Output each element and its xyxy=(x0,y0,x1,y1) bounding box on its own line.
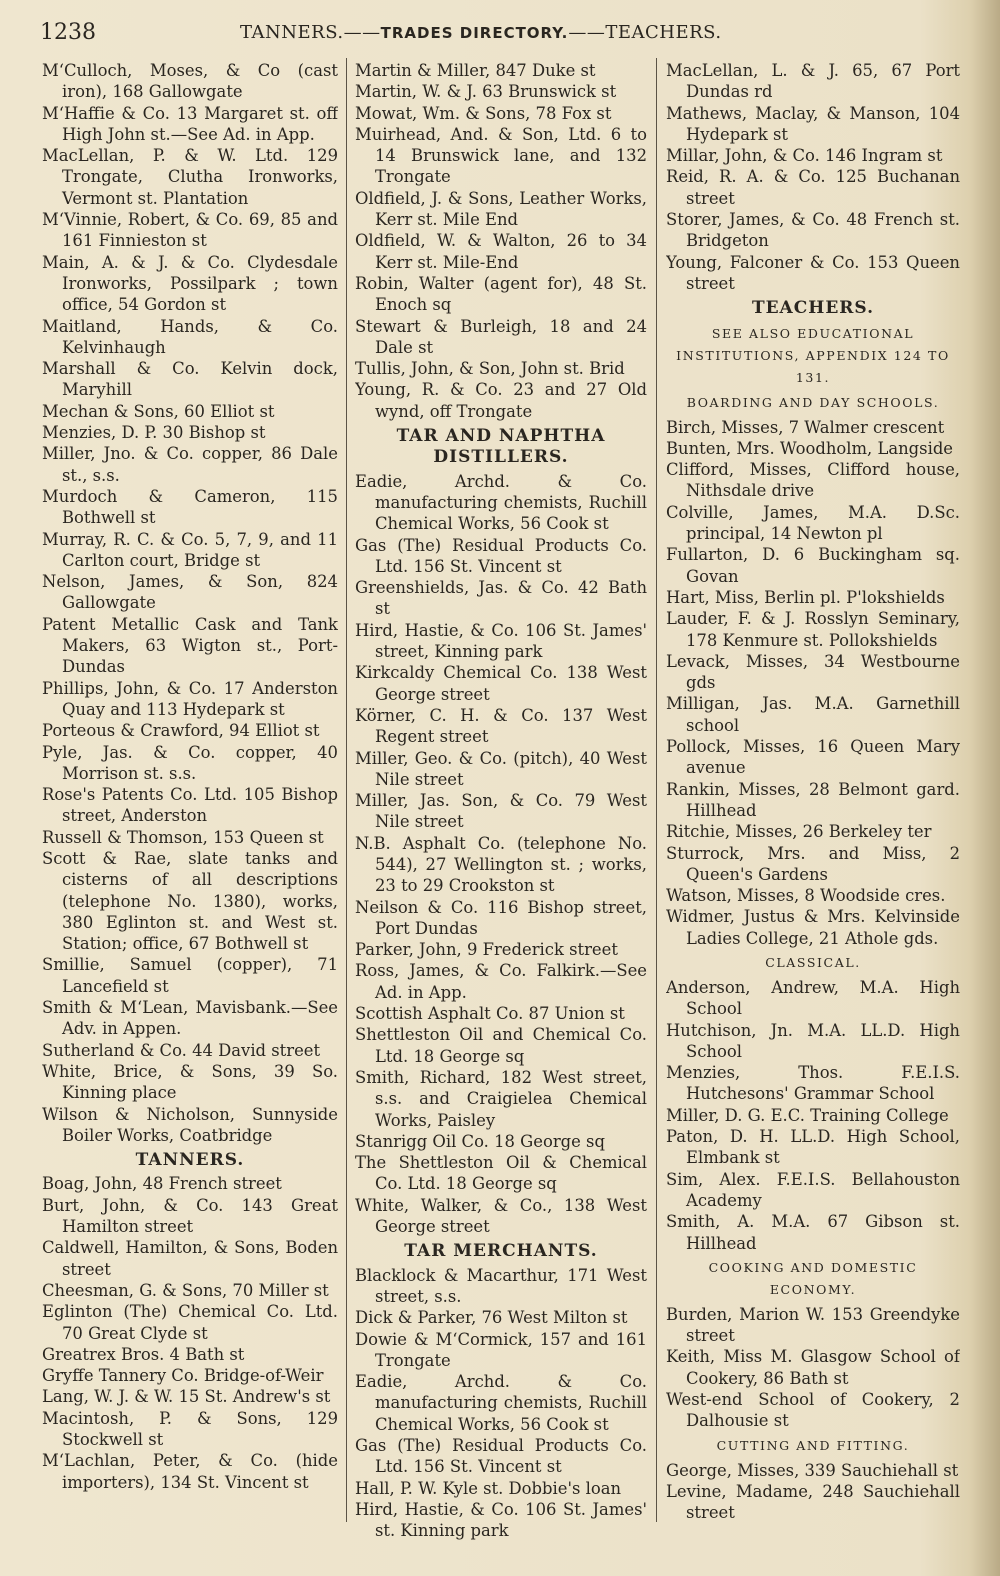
section-heading: TEACHERS. xyxy=(751,298,875,319)
directory-entry: Ritchie, Misses, 26 Berkeley ter xyxy=(666,822,932,842)
directory-entry: Millar, John, & Co. 146 Ingram st xyxy=(666,146,943,166)
directory-entry: N.B. Asphalt Co. (telephone No. 544), 27 Wellington st. ; works, 23 to 29 Crookston st xyxy=(355,833,647,896)
directory-entry: Smillie, Samuel (copper), 71 Lancefield st xyxy=(42,955,338,996)
directory-entry: Hutchison, Jn. M.A. LL.D. High School xyxy=(666,1020,960,1061)
directory-entry: Porteous & Crawford, 94 Elliot st xyxy=(42,721,320,741)
directory-entry: Milligan, Jas. M.A. Garnethill school xyxy=(666,694,960,735)
directory-entry: The Shettleston Oil & Chemical Co. Ltd. 18 George sq xyxy=(355,1153,647,1194)
directory-entry: Hall, P. W. Kyle st. Dobbie's loan xyxy=(355,1478,622,1498)
directory-entry: Gryffe Tannery Co. Bridge-of-Weir xyxy=(42,1366,324,1386)
directory-entry: Körner, C. H. & Co. 137 West Regent street xyxy=(355,705,647,747)
directory-entry: West-end School of Cookery, 2 Dalhousie st xyxy=(666,1390,960,1431)
directory-entry: Mathews, Maclay, & Manson, 104 Hydepark st xyxy=(666,103,960,144)
directory-entry: Shettleston Oil and Chemical Co. Ltd. 18 George sq xyxy=(355,1025,647,1066)
directory-entry: Bunten, Mrs. Woodholm, Langside xyxy=(666,438,954,458)
directory-entry: Muirhead, And. & Son, Ltd. 6 to 14 Brunswick lane, and 132 Trongate xyxy=(355,124,647,187)
directory-entry: Greenshields, Jas. & Co. 42 Bath st xyxy=(355,578,647,619)
directory-entry: Parker, John, 9 Frederick street xyxy=(355,940,618,960)
directory-entry: Martin, W. & J. 63 Brunswick st xyxy=(355,82,617,102)
directory-entry: Murdoch & Cameron, 115 Bothwell st xyxy=(42,486,338,528)
directory-entry: Burt, John, & Co. 143 Great Hamilton street xyxy=(42,1195,338,1237)
directory-entry: Eadie, Archd. & Co. manufacturing chemists, Ruchill Chemical Works, 56 Cook st xyxy=(355,1372,647,1434)
directory-entry: Fullarton, D. 6 Buckingham sq. Govan xyxy=(666,545,960,586)
column-1 xyxy=(42,60,338,1560)
directory-entry: M‘Lachlan, Peter, & Co. (hide importers), 134 St. Vincent st xyxy=(42,1451,338,1492)
directory-entry: Rankin, Misses, 28 Belmont gard. Hillhead xyxy=(666,779,960,820)
directory-entry: Dick & Parker, 76 West Milton st xyxy=(355,1308,628,1328)
directory-entry: Robin, Walter (agent for), 48 St. Enoch sq xyxy=(355,273,647,315)
directory-entry: George, Misses, 339 Sauchiehall st xyxy=(666,1460,959,1480)
directory-entry: Oldfield, J. & Sons, Leather Works, Kerr st. Mile End xyxy=(355,188,647,230)
directory-entry: Storer, James, & Co. 48 French st. Bridgeton xyxy=(666,210,960,251)
directory-entry: Smith, A. M.A. 67 Gibson st. Hillhead xyxy=(666,1212,960,1253)
directory-entry: White, Walker, & Co., 138 West George street xyxy=(355,1195,647,1237)
page-number: 1238 xyxy=(40,20,96,45)
directory-entry: Menzies, D. P. 30 Bishop st xyxy=(42,423,266,443)
directory-entry: Scott & Rae, slate tanks and cisterns of all descriptions (telephone No. 1380), works, 380 Eglinton st. and West st. Station; office, 67 Bothwell st xyxy=(42,848,338,954)
directory-entry: Scottish Asphalt Co. 87 Union st xyxy=(355,1004,625,1024)
directory-entry: Mowat, Wm. & Sons, 78 Fox st xyxy=(355,103,612,123)
directory-entry: Phillips, John, & Co. 17 Anderston Quay and 113 Hydepark st xyxy=(42,678,338,719)
directory-entry: White, Brice, & Sons, 39 So. Kinning place xyxy=(42,1061,338,1103)
directory-entry: Miller, Jno. & Co. copper, 86 Dale st., s.s. xyxy=(42,444,338,485)
section-heading: TAR MERCHANTS. xyxy=(404,1241,598,1262)
directory-entry: Colville, James, M.A. D.Sc. principal, 14 Newton pl xyxy=(666,502,960,544)
directory-entry: Sturrock, Mrs. and Miss, 2 Queen's Gardens xyxy=(666,843,960,884)
directory-entry: Wilson & Nicholson, Sunnyside Boiler Works, Coatbridge xyxy=(42,1104,338,1145)
subsection-heading: CLASSICAL. xyxy=(765,954,861,970)
directory-entry: Menzies, Thos. F.E.I.S. Hutchesons' Grammar School xyxy=(666,1063,960,1104)
directory-entry: Rose's Patents Co. Ltd. 105 Bishop street, Anderston xyxy=(42,785,338,826)
directory-entry: Gas (The) Residual Products Co. Ltd. 156 St. Vincent st xyxy=(355,535,647,576)
directory-entry: Burden, Marion W. 153 Greendyke street xyxy=(666,1304,960,1346)
directory-entry: Ross, James, & Co. Falkirk.—See Ad. in App. xyxy=(355,961,647,1002)
directory-entry: Lang, W. J. & W. 15 St. Andrew's st xyxy=(42,1387,331,1407)
directory-entry: Clifford, Misses, Clifford house, Nithsdale drive xyxy=(666,460,960,501)
directory-entry: Tullis, John, & Son, John st. Brid xyxy=(355,359,625,379)
directory-entry: Maitland, Hands, & Co. Kelvinhaugh xyxy=(42,316,338,357)
directory-entry: Paton, D. H. LL.D. High School, Elmbank st xyxy=(666,1127,960,1168)
directory-entry: Keith, Miss M. Glasgow School of Cookery, 86 Bath st xyxy=(666,1347,960,1388)
section-heading: TAR AND NAPHTHA DISTILLERS. xyxy=(396,426,606,468)
directory-entry: Patent Metallic Cask and Tank Makers, 63 Wigton st., Port-Dundas xyxy=(42,614,338,677)
directory-entry: Neilson & Co. 116 Bishop street, Port Dundas xyxy=(355,897,647,938)
directory-entry: Levack, Misses, 34 Westbourne gds xyxy=(666,651,960,693)
column-3 xyxy=(666,60,960,1560)
subsection-heading: COOKING AND DOMESTIC ECONOMY. xyxy=(708,1259,918,1297)
directory-entry: Mechan & Sons, 60 Elliot st xyxy=(42,401,275,421)
directory-entry: Boag, John, 48 French street xyxy=(42,1174,282,1194)
directory-entry: Smith & M‘Lean, Mavisbank.—See Adv. in Appen. xyxy=(42,998,338,1039)
directory-entry: Hart, Miss, Berlin pl. P'lokshields xyxy=(666,587,945,607)
section-heading: TANNERS. xyxy=(135,1150,245,1171)
running-title-middle: TRADES DIRECTORY. xyxy=(380,24,569,42)
directory-entry: Miller, D. G. E.C. Training College xyxy=(666,1105,949,1125)
directory-entry: M‘Haffie & Co. 13 Margaret st. off High John st.—See Ad. in App. xyxy=(42,103,338,144)
directory-entry: Eadie, Archd. & Co. manufacturing chemists, Ruchill Chemical Works, 56 Cook st xyxy=(355,471,647,534)
directory-entry: Oldfield, W. & Walton, 26 to 34 Kerr st. Mile-End xyxy=(355,231,647,272)
directory-entry: Lauder, F. & J. Rosslyn Seminary, 178 Kenmure st. Pollokshields xyxy=(666,609,960,650)
directory-entry: Gas (The) Residual Products Co. Ltd. 156 St. Vincent st xyxy=(355,1436,647,1477)
directory-entry: Miller, Geo. & Co. (pitch), 40 West Nile street xyxy=(355,748,647,789)
page-header xyxy=(40,18,960,48)
directory-entry: Main, A. & J. & Co. Clydesdale Ironworks, Possilpark ; town office, 54 Gordon st xyxy=(42,252,338,315)
directory-entry: Widmer, Justus & Mrs. Kelvinside Ladies College, 21 Athole gds. xyxy=(666,907,960,948)
running-title-left: TANNERS.—— xyxy=(240,22,381,43)
directory-entry: Hird, Hastie, & Co. 106 St. James' street, Kinning park xyxy=(355,620,647,662)
directory-entry: Dowie & M‘Cormick, 157 and 161 Trongate xyxy=(355,1329,647,1370)
column-rule xyxy=(656,58,657,1522)
subsection-heading: CUTTING AND FITTING. xyxy=(716,1437,910,1453)
directory-entry: Macintosh, P. & Sons, 129 Stockwell st xyxy=(42,1408,338,1449)
directory-entry: Murray, R. C. & Co. 5, 7, 9, and 11 Carlton court, Bridge st xyxy=(42,529,338,570)
directory-entry: Young, Falconer & Co. 153 Queen street xyxy=(666,252,960,293)
directory-entry: MacLellan, L. & J. 65, 67 Port Dundas rd xyxy=(666,61,960,102)
directory-entry: Reid, R. A. & Co. 125 Buchanan street xyxy=(666,167,960,208)
directory-entry: Stanrigg Oil Co. 18 George sq xyxy=(355,1131,605,1151)
directory-entry: Anderson, Andrew, M.A. High School xyxy=(666,977,960,1019)
directory-entry: Smith, Richard, 182 West street, s.s. and Craigielea Chemical Works, Paisley xyxy=(355,1067,647,1130)
directory-entry: Pyle, Jas. & Co. copper, 40 Morrison st. s.s. xyxy=(42,742,338,783)
directory-entry: Pollock, Misses, 16 Queen Mary avenue xyxy=(666,737,960,778)
directory-entry: Greatrex Bros. 4 Bath st xyxy=(42,1344,245,1364)
directory-entry: Russell & Thomson, 153 Queen st xyxy=(42,827,324,847)
column-2 xyxy=(355,60,647,1560)
directory-entry: Watson, Misses, 8 Woodside cres. xyxy=(666,886,946,906)
directory-entry: Caldwell, Hamilton, & Sons, Boden street xyxy=(42,1238,338,1279)
directory-entry: Young, R. & Co. 23 and 27 Old wynd, off Trongate xyxy=(355,380,647,421)
directory-entry: Hird, Hastie, & Co. 106 St. James' st. Kinning park xyxy=(355,1499,647,1541)
directory-entry: Levine, Madame, 248 Sauchiehall street xyxy=(666,1481,960,1523)
directory-entry: Nelson, James, & Son, 824 Gallowgate xyxy=(42,572,338,613)
directory-entry: Miller, Jas. Son, & Co. 79 West Nile street xyxy=(355,791,647,832)
directory-entry: Kirkcaldy Chemical Co. 138 West George street xyxy=(355,663,647,704)
directory-entry: M‘Vinnie, Robert, & Co. 69, 85 and 161 Finnieston st xyxy=(42,210,338,251)
running-title xyxy=(240,18,960,48)
directory-entry: Marshall & Co. Kelvin dock, Maryhill xyxy=(42,359,338,400)
directory-entry: Cheesman, G. & Sons, 70 Miller st xyxy=(42,1280,329,1300)
directory-entry: Sutherland & Co. 44 David street xyxy=(42,1040,321,1060)
directory-entry: M‘Culloch, Moses, & Co (cast iron), 168 Gallowgate xyxy=(42,61,338,102)
directory-entry: Stewart & Burleigh, 18 and 24 Dale st xyxy=(355,316,647,357)
directory-entry: Birch, Misses, 7 Walmer crescent xyxy=(666,417,945,437)
subsection-heading: SEE ALSO EDUCATIONAL INSTITUTIONS, APPENDIX 124 TO 131. xyxy=(676,325,950,385)
subsection-heading: BOARDING AND DAY SCHOOLS. xyxy=(686,394,940,410)
directory-entry: Sim, Alex. F.E.I.S. Bellahouston Academy xyxy=(666,1169,960,1210)
directory-entry: Eglinton (The) Chemical Co. Ltd. 70 Great Clyde st xyxy=(42,1302,338,1343)
directory-entry: MacLellan, P. & W. Ltd. 129 Trongate, Clutha Ironworks, Vermont st. Plantation xyxy=(42,146,338,208)
directory-entry: Blacklock & Macarthur, 171 West street, s.s. xyxy=(355,1265,647,1306)
directory-entry: Martin & Miller, 847 Duke st xyxy=(355,61,596,80)
running-title-right: ——TEACHERS. xyxy=(568,22,722,43)
column-rule xyxy=(346,58,347,1522)
